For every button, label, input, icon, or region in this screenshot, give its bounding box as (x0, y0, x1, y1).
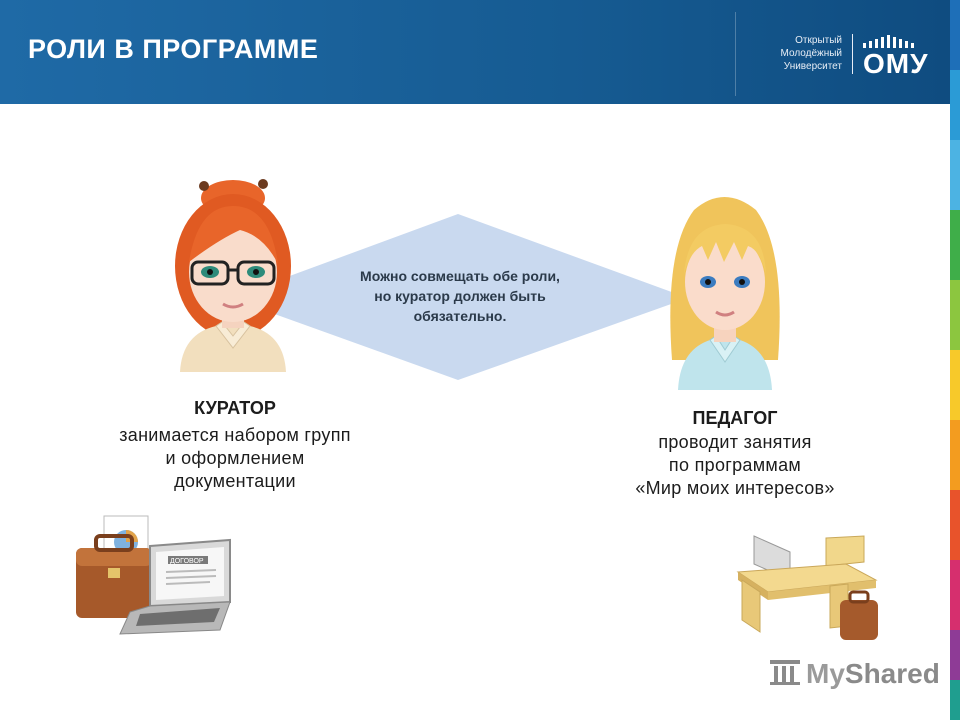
curator-desc-line: и оформлением (165, 448, 305, 468)
callout-line: но куратор должен быть (374, 288, 546, 304)
logo-bars-icon (862, 34, 922, 48)
teacher-desc-line: «Мир моих интересов» (635, 478, 835, 498)
teacher-title: ПЕДАГОГ (692, 408, 778, 428)
logo-name: ОМУ (863, 48, 929, 79)
teacher-woman-icon (664, 190, 786, 390)
watermark-part2: Shared (844, 658, 940, 689)
laptop-doc-label: ДОГОВОР (170, 558, 204, 565)
page-title: РОЛИ В ПРОГРАММЕ (28, 34, 319, 64)
desk-icon (734, 528, 884, 646)
watermark-part1: My (806, 658, 845, 689)
myshared-watermark (806, 658, 940, 690)
logo-text-line: Университет (783, 61, 842, 72)
logo-separator (852, 34, 853, 74)
curator-description (80, 424, 390, 493)
briefcase-laptop-icon (70, 512, 240, 640)
logo-text-line: Открытый (795, 35, 842, 46)
callout-line: обязательно. (413, 308, 507, 324)
teacher-desc-line: по программам (668, 455, 802, 475)
teacher-desc-line: проводит занятия (658, 432, 812, 452)
curator-woman-icon (168, 176, 298, 376)
myshared-logo-icon (768, 654, 802, 688)
side-color-stripe (950, 0, 960, 720)
callout-text (330, 266, 590, 326)
logo-text-line: Молодёжный (780, 48, 842, 59)
callout-line: Можно совмещать обе роли, (360, 268, 560, 284)
curator-desc-line: документации (174, 471, 296, 491)
curator-desc-line: занимается набором групп (119, 425, 351, 445)
header-bar (0, 0, 950, 104)
curator-title: КУРАТОР (194, 398, 276, 418)
teacher-description (590, 431, 880, 500)
logo-text (770, 34, 842, 73)
header-divider (735, 12, 736, 96)
